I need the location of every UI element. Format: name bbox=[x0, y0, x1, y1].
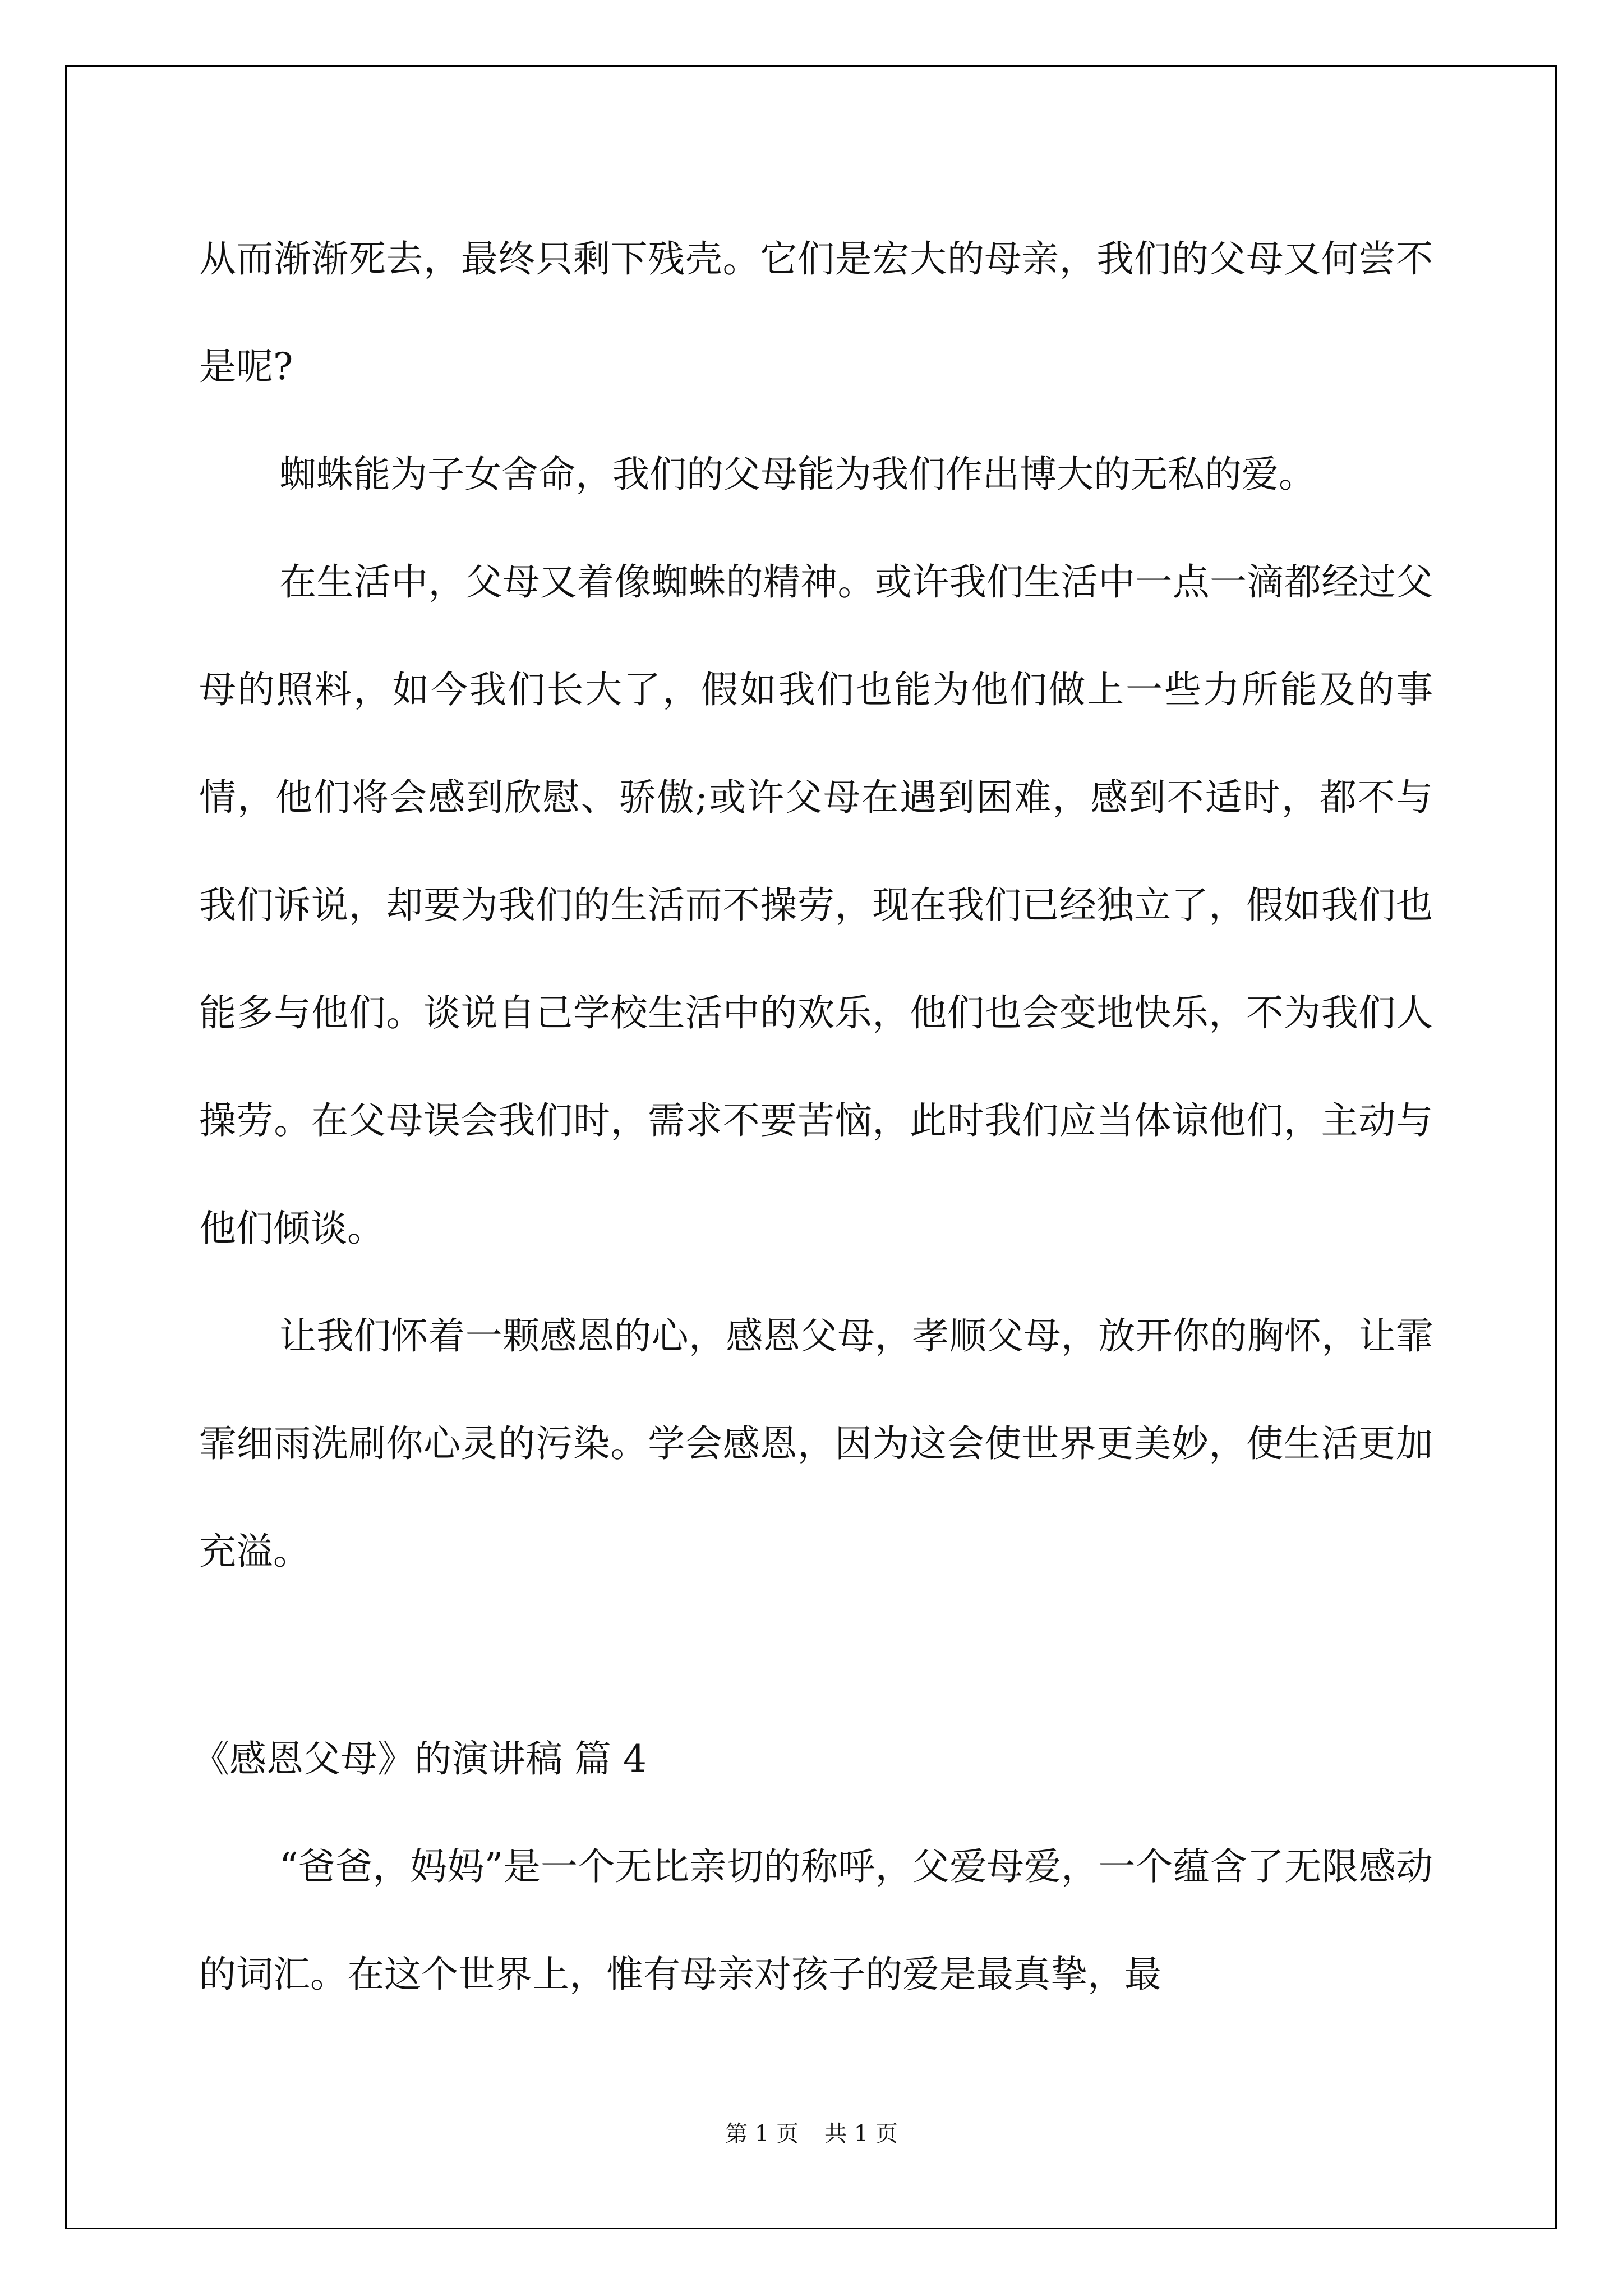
paragraph: 在生活中，父母又着像蜘蛛的精神。或许我们生活中一点一滴都经过父母的照料，如今我们长大了，假如我们也能为他们做上一些力所能及的事情，他们将会感到欣慰、骄傲;或许父母在遇到困难，感到不适时，都不与我们诉说，却要为我们的生活而不操劳，现在我们已经独立了，假如我们也能多与他们。谈说自己学校生活中的欢乐，他们也会变地快乐，不为我们人操劳。在父母误会我们时，需求不要苦恼，此时我们应当体谅他们，主动与他们倾谈。 bbox=[199, 560, 1433, 1250]
paragraph: “爸爸，妈妈”是一个无比亲切的称呼，父爱母爱，一个蕴含了无限感动的词汇。在这个世界上，惟有母亲对孩子的爱是最真挚，最 bbox=[199, 1845, 1433, 1996]
page-footer bbox=[0, 2116, 1623, 2148]
document-body bbox=[192, 205, 1433, 2028]
page-total: 共 1 页 bbox=[824, 2121, 898, 2147]
section-heading: 《感恩父母》的演讲稿 篇 4 bbox=[192, 1737, 647, 1780]
paragraph: 蜘蛛能为子女舍命，我们的父母能为我们作出博大的无私的爱。 bbox=[279, 453, 1316, 496]
paragraph: 从而渐渐死去，最终只剩下残壳。它们是宏大的母亲，我们的父母又何尝不是呢? bbox=[199, 237, 1433, 388]
paragraph: 让我们怀着一颗感恩的心，感恩父母，孝顺父母，放开你的胸怀，让霏霏细雨洗刷你心灵的污染。学会感恩，因为这会使世界更美妙，使生活更加充溢。 bbox=[199, 1314, 1433, 1573]
page-number: 第 1 页 bbox=[725, 2121, 799, 2147]
